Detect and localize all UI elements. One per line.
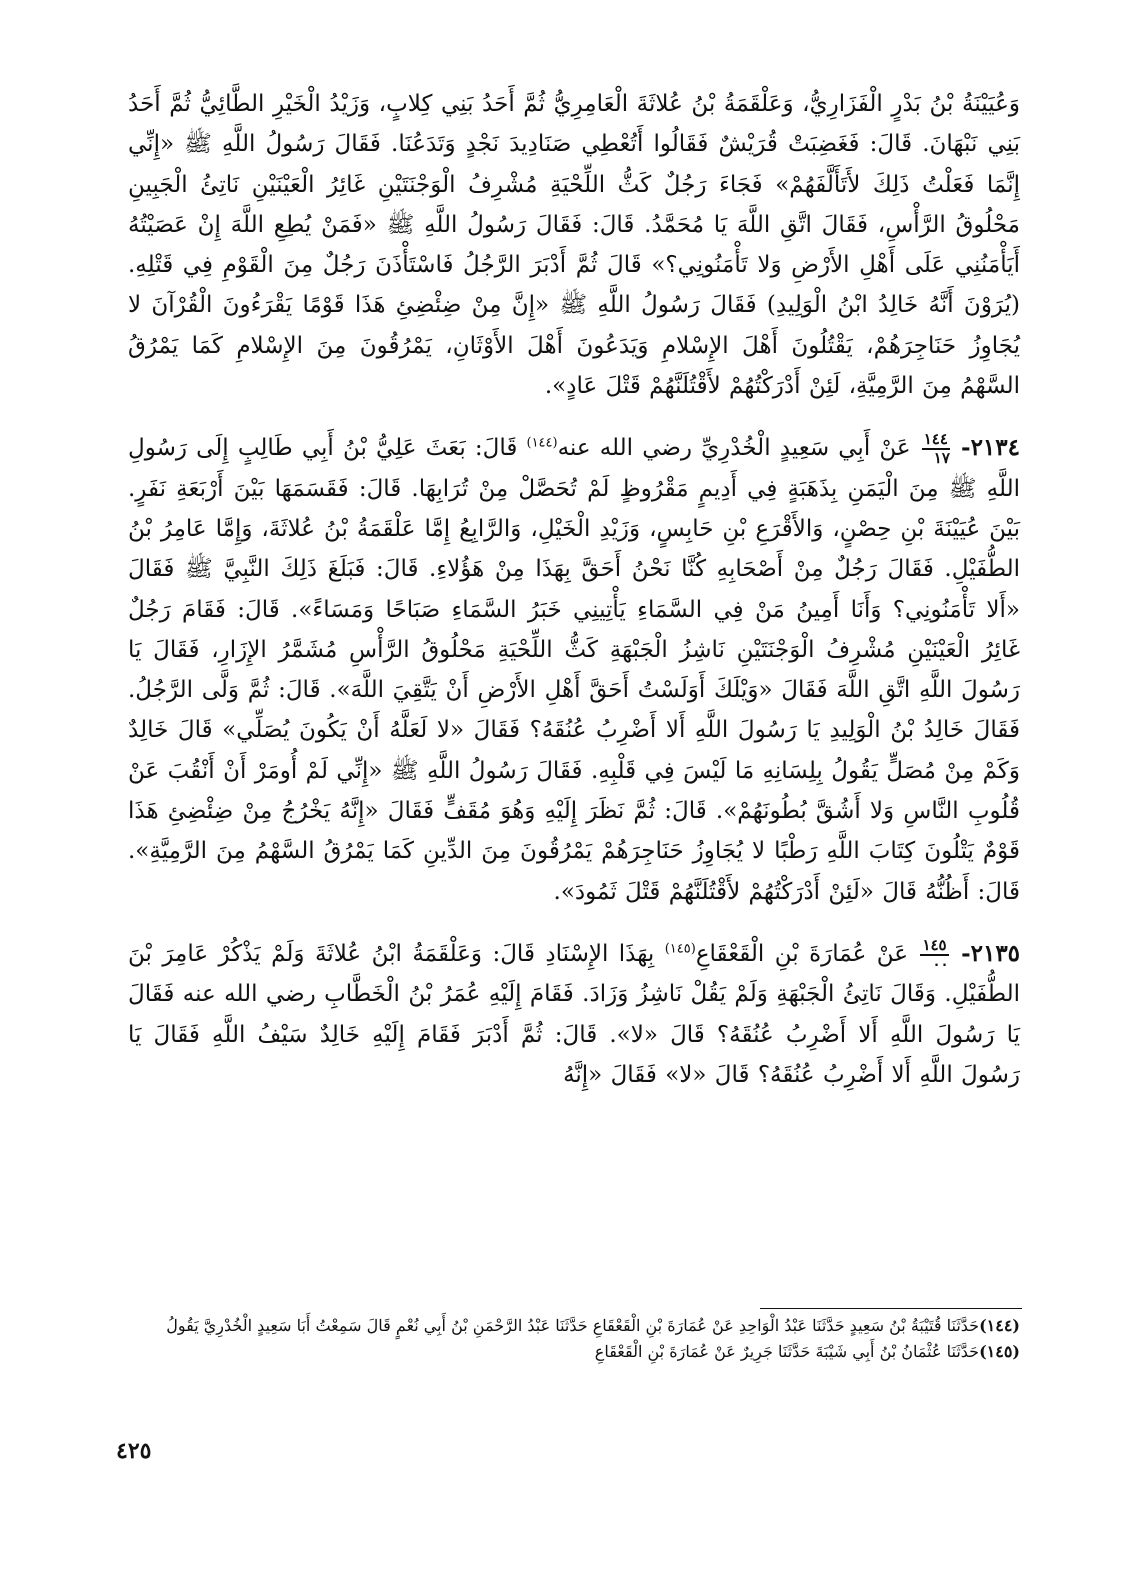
hadith-2134-paragraph	[128, 428, 1020, 912]
page-body	[128, 84, 1020, 1117]
hadith-2135-paragraph	[128, 934, 1020, 1095]
narrator-text: عَنْ عُمَارَةَ بْنِ الْقَعْقَاعِ	[695, 940, 908, 967]
fraction-top: ١٤٥	[922, 935, 947, 954]
footnote-number: (١٤٤)	[979, 1316, 1020, 1335]
hadith-continuation-paragraph: وَعُيَيْنَةُ بْنُ بَدْرٍ الْفَزَارِيُّ، وَعَلْقَمَةُ بْنُ عُلاثَةَ الْعَامِرِيُّ ثُمَّ أَحَدُ بَنِي كِلابٍ، وَزَيْدُ الْخَيْرِ الطَّائِيُّ ثُمَّ أَحَدُ بَنِي نَبْهَانَ. قَالَ: فَغَضِبَتْ قُرَيْشٌ فَقَالُوا أَتُعْطِي صَنَادِيدَ نَجْدٍ وَتَدَعُنَا. فَقَالَ رَسُولُ اللَّهِ ﷺ «إِنِّي إِنَّمَا فَعَلْتُ ذَلِكَ لأَتَأَلَّفَهُمْ» فَجَاءَ رَجُلٌ كَثُّ اللِّحْيَةِ مُشْرِفُ الْوَجْنَتَيْنِ غَائِرُ الْعَيْنَيْنِ نَاتِئُ الْجَبِينِ مَحْلُوقُ الرَّأْسِ، فَقَالَ اتَّقِ اللَّهَ يَا مُحَمَّدُ. قَالَ: فَقَالَ رَسُولُ اللَّهِ ﷺ «فَمَنْ يُطِعِ اللَّهَ إِنْ عَصَيْتُهُ أَيَأْمَنُنِي عَلَى أَهْلِ الأَرْضِ وَلا تَأْمَنُونِي؟» قَالَ ثُمَّ أَدْبَرَ الرَّجُلُ فَاسْتَأْذَنَ رَجُلٌ مِنَ الْقَوْمِ فِي قَتْلِهِ. (يُرَوْنَ أَنَّهُ خَالِدُ ابْنُ الْوَلِيدِ) فَقَالَ رَسُولُ اللَّهِ ﷺ «إِنَّ مِنْ ضِئْضِئِ هَذَا قَوْمًا يَقْرَءُونَ الْقُرْآنَ لا يُجَاوِزُ حَنَاجِرَهُمْ، يَقْتُلُونَ أَهْلَ الإِسْلامِ وَيَدَعُونَ أَهْلَ الأَوْثَانِ، يَمْرُقُونَ مِنَ الإِسْلامِ كَمَا يَمْرُقُ السَّهْمُ مِنَ الرَّمِيَّةِ، لَئِنْ أَدْرَكْتُهُمْ لأَقْتُلَنَّهُمْ قَتْلَ عَادٍ».	[128, 91, 1021, 400]
footnote-145	[128, 1340, 1020, 1364]
reference-fraction	[922, 432, 950, 466]
footnotes-section	[128, 1314, 1020, 1366]
hadith-text: قَالَ: بَعَثَ عَلِيُّ بْنُ أَبِي طَالِبٍ إِلَى رَسُولِ اللَّهِ ﷺ مِنَ الْيَمَنِ بِذَهَبَةٍ فِي أَدِيمٍ مَقْرُوظٍ لَمْ تُحَصَّلْ مِنْ تُرَابِهَا. قَالَ: فَقَسَمَهَا بَيْنَ أَرْبَعَةِ نَفَرٍ. بَيْنَ عُيَيْنَةَ بْنِ حِصْنٍ، وَالأَقْرَعِ بْنِ حَابِسٍ، وَزَيْدِ الْخَيْلِ، وَالرَّابِعُ إِمَّا عَلْقَمَةُ بْنُ عُلاثَةَ، وَإِمَّا عَامِرُ بْنُ الطُّفَيْلِ. فَقَالَ رَجُلٌ مِنْ أَصْحَابِهِ كُنَّا نَحْنُ أَحَقَّ بِهَذَا مِنْ هَؤُلاءِ. قَالَ: فَبَلَغَ ذَلِكَ النَّبِيَّ ﷺ فَقَالَ «أَلا تَأْمَنُونِي؟ وَأَنَا أَمِينُ مَنْ فِي السَّمَاءِ يَأْتِينِي خَبَرُ السَّمَاءِ صَبَاحًا وَمَسَاءً». قَالَ: فَقَامَ رَجُلٌ غَائِرُ الْعَيْنَيْنِ مُشْرِفُ الْوَجْنَتَيْنِ نَاشِزُ الْجَبْهَةِ كَثُّ اللِّحْيَةِ مَحْلُوقُ الرَّأْسِ مُشَمَّرُ الإِزَارِ، فَقَالَ يَا رَسُولَ اللَّهِ اتَّقِ اللَّهَ فَقَالَ «وَيْلَكَ أَوَلَسْتُ أَحَقَّ أَهْلِ الأَرْضِ أَنْ يَتَّقِيَ اللَّهَ». قَالَ: ثُمَّ وَلَّى الرَّجُلُ. فَقَالَ خَالِدُ بْنُ الْوَلِيدِ يَا رَسُولَ اللَّهِ أَلا أَضْرِبُ عُنُقَهُ؟ فَقَالَ «لا لَعَلَّهُ أَنْ يَكُونَ يُصَلِّي» قَالَ خَالِدٌ وَكَمْ مِنْ مُصَلٍّ يَقُولُ بِلِسَانِهِ مَا لَيْسَ فِي قَلْبِهِ. فَقَالَ رَسُولُ اللَّهِ ﷺ «إِنِّي لَمْ أُومَرْ أَنْ أَنْقُبَ عَنْ قُلُوبِ النَّاسِ وَلا أَشُقَّ بُطُونَهُمْ». قَالَ: ثُمَّ نَظَرَ إِلَيْهِ وَهُوَ مُقَفٍّ فَقَالَ «إِنَّهُ يَخْرُجُ مِنْ ضِئْضِئِ هَذَا قَوْمٌ يَتْلُونَ كِتَابَ اللَّهِ رَطْبًا لا يُجَاوِزُ حَنَاجِرَهُمْ يَمْرُقُونَ مِنَ الدِّينِ كَمَا يَمْرُقُ السَّهْمُ مِنَ الرَّمِيَّةِ». قَالَ: أَظُنُّهُ قَالَ «لَئِنْ أَدْرَكْتُهُمْ لأَقْتُلَنَّهُمْ قَتْلَ ثَمُودَ».	[128, 435, 1020, 905]
narrator-text: عَنْ أَبِي سَعِيدٍ الْخُدْرِيِّ رضي الله عنه	[557, 435, 911, 462]
fraction-bottom: ٠٠	[932, 954, 949, 973]
fraction-bottom: ١٧	[933, 449, 950, 468]
hadith-text: بِهَذَا الإِسْنَادِ قَالَ: وَعَلْقَمَةُ ابْنُ عُلاثَةَ وَلَمْ يَذْكُرْ عَامِرَ بْنَ الطُّفَيْلِ. وَقَالَ نَاتِئُ الْجَبْهَةِ وَلَمْ يَقُلْ نَاشِزُ وَزَادَ. فَقَامَ إِلَيْهِ عُمَرُ بْنُ الْخَطَّابِ رضي الله عنه فَقَالَ يَا رَسُولَ اللَّهِ أَلا أَضْرِبُ عُنُقَهُ؟ قَالَ «لا». قَالَ: ثُمَّ أَدْبَرَ فَقَامَ إِلَيْهِ خَالِدٌ سَيْفُ اللَّهِ فَقَالَ يَا رَسُولَ اللَّهِ أَلا أَضْرِبُ عُنُقَهُ؟ قَالَ «لا» فَقَالَ «إِنَّهُ	[128, 940, 1020, 1088]
footnote-divider	[760, 1308, 1022, 1309]
footnote-text: حَدَّثَنَا عُثْمَانُ بْنُ أَبِي شَيْبَةَ حَدَّثَنَا جَرِيرٌ عَنْ عُمَارَةَ بْنِ الْقَعْقَاعِ	[594, 1342, 980, 1361]
footnote-text: حَدَّثَنَا قُتَيْبَةُ بْنُ سَعِيدٍ حَدَّثَنَا عَبْدُ الْوَاحِدِ عَنْ عُمَارَةَ بْنِ الْقَعْقَاعِ حَدَّثَنَا عَبْدُ الرَّحْمَنِ بْنُ أَبِي نُعْمٍ قَالَ سَمِعْتُ أَبَا سَعِيدٍ الْخُدْرِيَّ يَقُولُ	[166, 1316, 980, 1335]
footnote-number: (١٤٥)	[979, 1342, 1020, 1361]
footnote-reference: (١٤٥)	[664, 941, 696, 957]
footnote-reference: (١٤٤)	[526, 435, 558, 451]
page-number: ٤٢٥	[116, 1438, 152, 1464]
hadith-number: ٢١٣٥-	[961, 939, 1021, 967]
hadith-number: ٢١٣٤-	[961, 434, 1020, 462]
fraction-top: ١٤٤	[923, 430, 948, 449]
reference-fraction	[920, 935, 949, 973]
footnote-144	[128, 1314, 1020, 1338]
